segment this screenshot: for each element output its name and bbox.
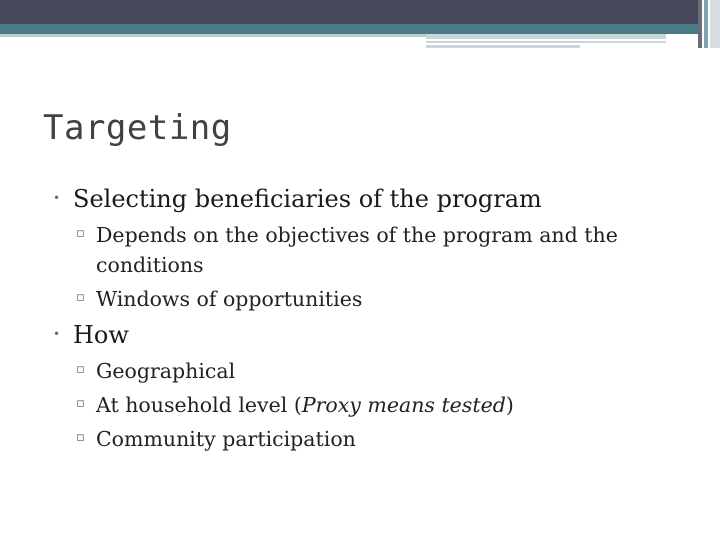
square-bullet-icon: ▫	[76, 226, 85, 241]
bullet-item: Selecting beneficiaries of the program	[73, 185, 542, 213]
sub-bullet-item: Geographical	[96, 359, 236, 383]
sub-bullet-item	[96, 392, 514, 418]
bullet-item: How	[73, 321, 129, 349]
round-bullet-icon: •	[53, 327, 61, 341]
square-bullet-icon: ▫	[76, 290, 85, 305]
square-bullet-icon: ▫	[76, 396, 85, 411]
emphasis-text: Proxy means tested	[301, 393, 506, 417]
sub-bullet-item-continuation: conditions	[96, 253, 204, 277]
sub-bullet-item: Windows of opportunities	[96, 287, 363, 311]
sub-bullet-item: Depends on the objectives of the program and the	[96, 223, 618, 247]
square-bullet-icon: ▫	[76, 362, 85, 377]
sub-bullet-item: Community participation	[96, 427, 356, 451]
square-bullet-icon: ▫	[76, 430, 85, 445]
round-bullet-icon: •	[53, 191, 61, 205]
sub-bullet-text: )	[505, 393, 514, 417]
slide-title: Targeting	[43, 108, 232, 148]
sub-bullet-text: At household level (	[96, 393, 302, 417]
